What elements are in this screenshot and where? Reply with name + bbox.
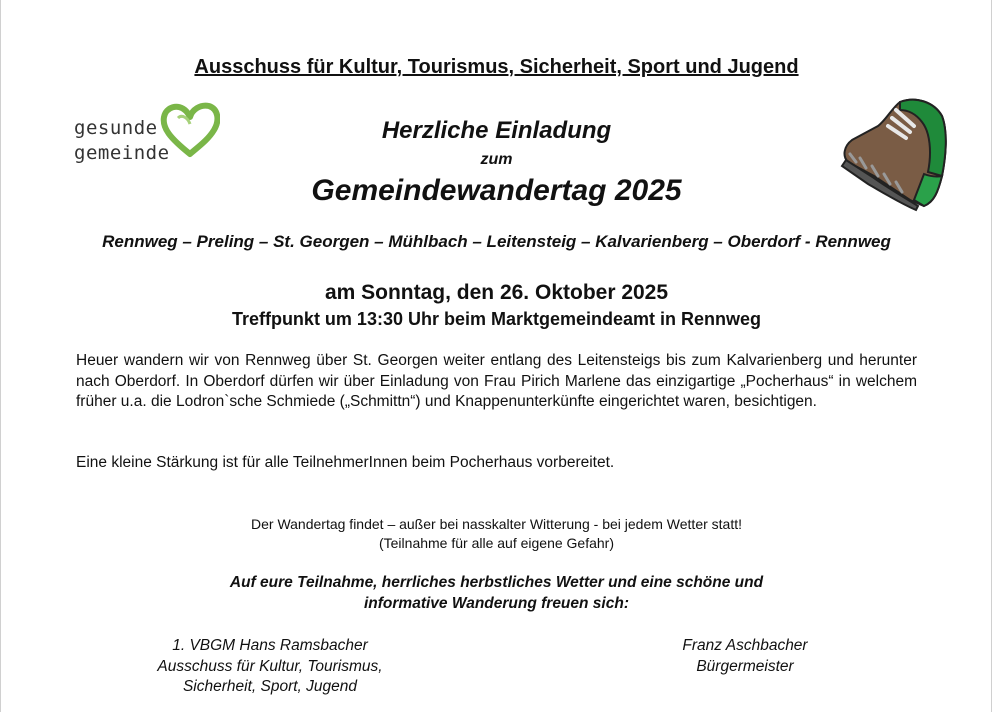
committee-title: Ausschuss für Kultur, Tourismus, Sicherheit, Sport und Jugend [194, 56, 799, 78]
route-text: Rennweg – Preling – St. Georgen – Mühlbach – Leitensteig – Kalvarienberg – Oberdorf - Rennweg [102, 232, 891, 251]
description-text [76, 351, 917, 413]
event-date: am Sonntag, den 26. Oktober 2025 [324, 281, 669, 304]
signature-left-name: 1. VBGM Hans Ramsbacher [172, 637, 368, 654]
signature-right [630, 636, 860, 677]
weather-note [0, 515, 993, 553]
logo-line-1: gesunde [74, 117, 158, 139]
closing-line-1: Auf eure Teilnahme, herrliches herbstliches Wetter und eine schöne und [229, 574, 764, 591]
signature-left [120, 636, 420, 698]
meeting-point: Treffpunkt um 13:30 Uhr beim Marktgemeindeamt in Rennweg [231, 309, 762, 329]
zum-text: zum [480, 151, 513, 168]
description-paragraph: Heuer wandern wir von Rennweg über St. Georgen weiter entlang des Leitensteigs bis zum Kalvarienberg und herunter nach Oberdorf. In Oberdorf dürfen wir über Einladung von Frau Pirich Marlene das einzigartige „Pocherhaus“ in welchem früher u.a. die Lodron`sche Schmiede („Schmittn“) und Knappenunterkünfte eingerichtet waren, besichtigen. [76, 352, 917, 410]
weather-note-line-1: Der Wandertag findet – außer bei nasskalter Witterung - bei jedem Wetter statt! [251, 516, 742, 532]
weather-note-line-2: (Teilnahme für alle auf eigene Gefahr) [378, 535, 615, 551]
signature-left-role-2: Sicherheit, Sport, Jugend [182, 678, 358, 695]
signature-right-name: Franz Aschbacher [682, 637, 808, 654]
logo-line-2: gemeinde [74, 142, 170, 164]
closing-line-2: informative Wanderung freuen sich: [364, 595, 629, 612]
closing-text [0, 572, 993, 614]
event-title: Gemeindewandertag 2025 [311, 174, 682, 207]
signature-right-role: Bürgermeister [696, 657, 794, 675]
invitation-heading: Herzliche Einladung [381, 117, 612, 144]
signature-left-role-1: Ausschuss für Kultur, Tourismus, [157, 657, 383, 675]
refreshment-note: Eine kleine Stärkung ist für alle TeilnehmerInnen beim Pocherhaus vorbereitet. [76, 454, 615, 471]
